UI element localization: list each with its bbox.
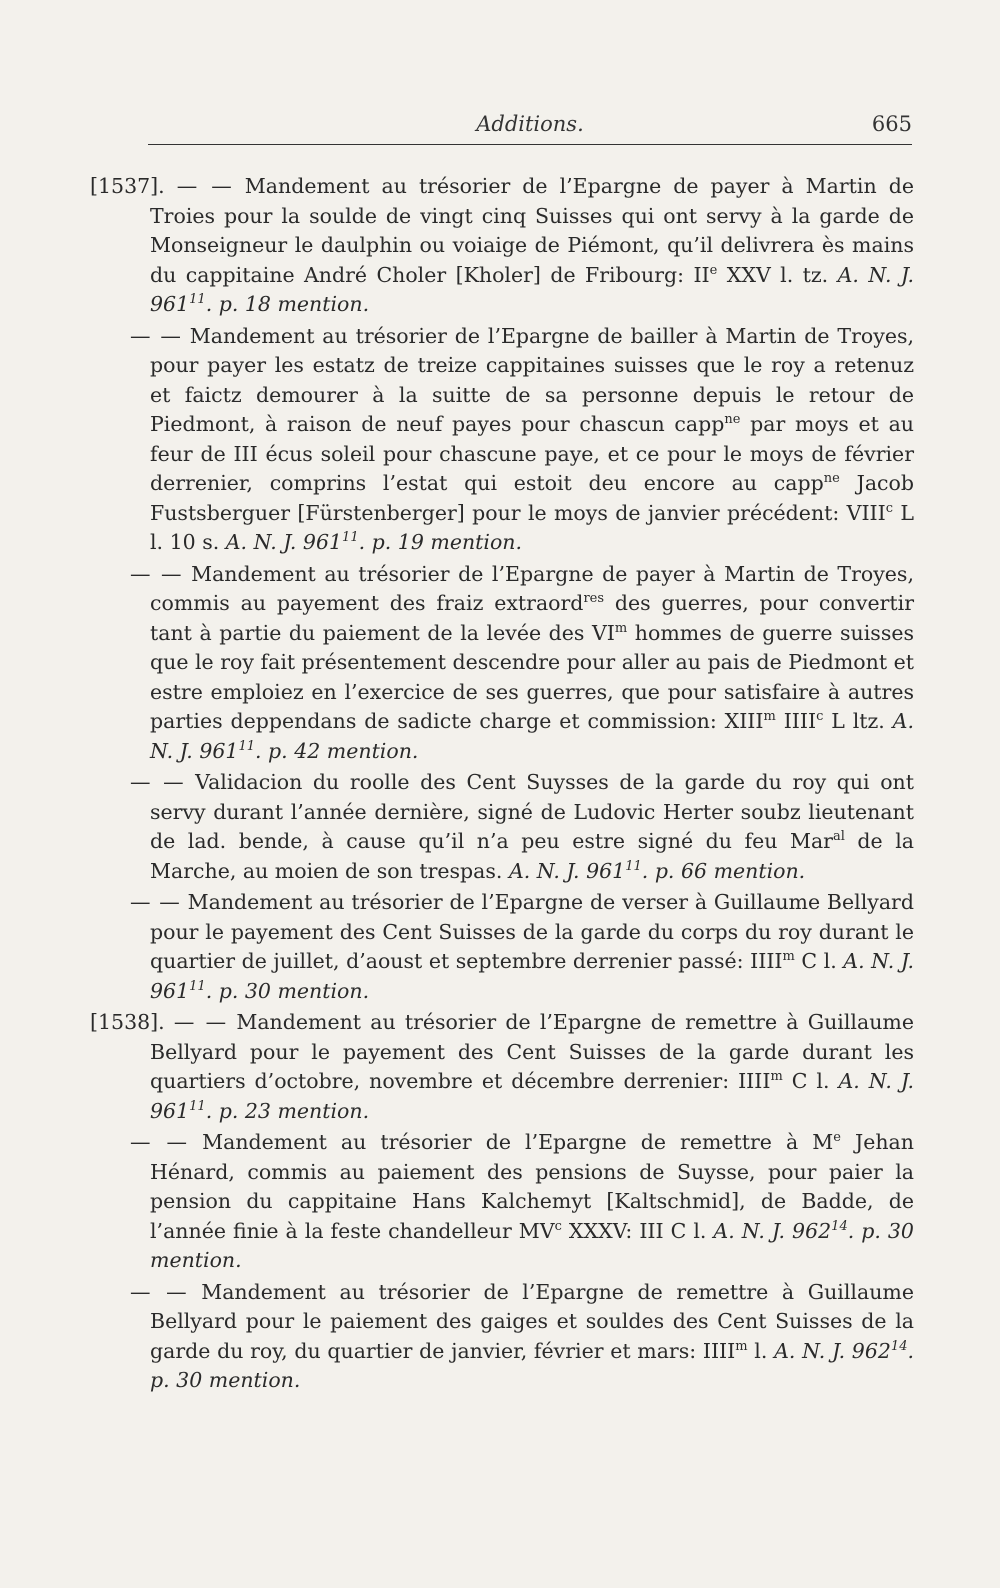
- page-number: 665: [871, 112, 912, 136]
- entry-superscript: m: [782, 949, 795, 965]
- archive-reference: . p. 19 mention.: [358, 530, 523, 554]
- entry-superscript: c: [885, 500, 894, 516]
- reference-superscript: 14: [890, 1338, 908, 1354]
- entry-year: [1538].: [90, 1010, 165, 1034]
- entry-superscript: ne: [724, 412, 741, 428]
- entry-superscript: c: [554, 1218, 562, 1234]
- archive-reference: A. N. J. 961: [150, 709, 914, 763]
- entry-text: L ltz.: [823, 709, 893, 733]
- entry-text: l.: [747, 1338, 775, 1363]
- entry-paragraph: [90, 322, 914, 558]
- entry-text: Mandement au trésorier de l’Epargne de remettre à Guillaume Bellyard pour le payement des Cent Suisses de la garde durant les quartiers d’octobre, novembre et décembre derrenier: IIII: [150, 1010, 914, 1093]
- entry-dashes: — —: [176, 174, 233, 198]
- entry-dashes: — —: [130, 770, 185, 794]
- archive-reference: . p. 42 mention.: [255, 738, 419, 763]
- entry-dashes: — —: [130, 561, 183, 586]
- entry-paragraph: [90, 768, 914, 886]
- archive-reference: . p. 30 mention.: [205, 978, 370, 1003]
- running-title: Additions.: [476, 112, 584, 136]
- entry-superscript: c: [816, 709, 824, 725]
- document-body: [90, 172, 914, 1398]
- entry-superscript: res: [583, 591, 605, 607]
- entry-superscript: al: [832, 829, 845, 845]
- archive-reference: . p. 23 mention.: [205, 1098, 370, 1123]
- reference-superscript: 11: [189, 292, 206, 308]
- entry-paragraph: [90, 1278, 914, 1396]
- entry-dashes: — —: [173, 1010, 228, 1034]
- entry-text: XXV l. tz.: [717, 262, 838, 287]
- archive-reference: . p. 30 mention.: [150, 1338, 914, 1392]
- page-header: [148, 108, 912, 145]
- entry-text: Mandement au trésorier de l’Epargne de payer à Martin de Troyes, commis au payement des fraiz extraord: [150, 561, 914, 615]
- entry-paragraph: [90, 172, 914, 320]
- entry-text: des guerres, pour convertir tant à partie du paiement de la levée des VI: [150, 591, 914, 645]
- entry-text: Jacob Fustsberguer [Fürstenberger] pour le moys de janvier précédent: VIII: [150, 471, 914, 525]
- entry-text: de la Marche, au moien de son trespas.: [150, 829, 914, 883]
- entry-superscript: ne: [823, 471, 840, 487]
- entry-superscript: m: [770, 1069, 783, 1085]
- entry-paragraph: [90, 888, 914, 1006]
- archive-reference: . p. 66 mention.: [641, 858, 806, 883]
- entry-dashes: — —: [130, 890, 181, 914]
- entry-text: Mandement au trésorier de l’Epargne de remettre à M: [202, 1130, 834, 1154]
- entry-text: C l.: [782, 1069, 839, 1093]
- entry-text: C l.: [794, 949, 844, 973]
- entry-year: [1537].: [90, 174, 165, 198]
- entry-text: hommes de guerre suisses que le roy fait présentement descendre pour aller au pais de Piedmont et estre emploiez en l’exercice de ses guerres, que pour satisfaire à autres parties deppendans de sadicte charge et commission: XIII: [150, 620, 914, 733]
- entry-text: Mandement au trésorier de l’Epargne de verser à Guillaume Bellyard pour le payement des Cent Suisses de la garde du corps du roy durant le quartier de juillet, d’aoust et septembre derrenier passé: IIII: [150, 890, 914, 973]
- reference-superscript: 14: [831, 1218, 848, 1234]
- entry-paragraph: [90, 560, 914, 767]
- entry-text: Mandement au trésorier de l’Epargne de bailler à Martin de Troyes, pour payer les estatz de treize cappitaines suisses que le roy a retenuz et faictz demourer à la suitte de sa personne depuis le retour de Piedmont, à raison de neuf payes pour chascun capp: [150, 323, 914, 436]
- entry-text: XXXV: III C l.: [561, 1218, 714, 1243]
- entry-superscript: m: [763, 709, 776, 725]
- entry-text: Validacion du roolle des Cent Suysses de la garde du roy qui ont servy durant l’année dernière, signé de Ludovic Herter soubz lieutenant de lad. bende, à cause qu’il n’a peu estre signé du feu Mar: [150, 770, 914, 853]
- archive-reference: A. N. J. 961: [150, 949, 914, 1003]
- archive-reference: A. N. J. 961: [150, 262, 915, 316]
- reference-superscript: 11: [238, 738, 255, 754]
- archive-reference: A. N. J. 961: [508, 858, 626, 883]
- archive-reference: A. N. J. 961: [225, 530, 343, 554]
- entry-text: Jehan Hénard, commis au paiement des pensions de Suysse, pour paier la pension du cappitaine Hans Kalchemyt [Kaltschmid], de Badde, de l’année finie à la feste chandelleur MV: [150, 1130, 914, 1243]
- entry-dashes: — —: [130, 323, 182, 348]
- entry-paragraph: [90, 1128, 914, 1276]
- entry-text: Mandement au trésorier de l’Epargne de payer à Martin de Troies pour la soulde de vingt cinq Suisses qui ont servy à la garde de Monseigneur le daulphin ou voiaige de Piémont, qu’il delivrera ès mains du cappitaine André Choler [Kholer] de Fribourg: II: [150, 174, 914, 287]
- reference-superscript: 11: [189, 1098, 206, 1114]
- entry-paragraph: [90, 1008, 914, 1126]
- entry-text: Mandement au trésorier de l’Epargne de remettre à Guillaume Bellyard pour le paiement des gaiges et souldes des Cent Suisses de la garde du roy, du quartier de janvier, février et mars: IIII: [150, 1279, 914, 1363]
- entry-dashes: — —: [130, 1130, 189, 1154]
- entry-dashes: — —: [130, 1279, 188, 1304]
- entry-superscript: m: [614, 620, 628, 636]
- archive-reference: . p. 18 mention.: [205, 292, 370, 316]
- entry-text: IIII: [775, 709, 817, 733]
- entry-superscript: e: [833, 1130, 841, 1146]
- archive-reference: . p. 30 mention.: [150, 1218, 914, 1272]
- entry-text: L l. 10 s.: [150, 500, 914, 554]
- reference-superscript: 11: [342, 530, 359, 546]
- entry-superscript: m: [735, 1338, 748, 1354]
- archive-reference: A. N. J. 962: [774, 1338, 891, 1363]
- archive-reference: A. N. J. 962: [713, 1218, 832, 1243]
- reference-superscript: 11: [189, 978, 206, 994]
- reference-superscript: 11: [625, 858, 642, 874]
- entry-text: par moys et au feur de III écus soleil pour chascune paye, et ce pour le moys de février derrenier, comprins l’estat qui estoit deu encore au capp: [150, 412, 914, 495]
- archive-reference: A. N. J. 961: [150, 1069, 915, 1123]
- entry-superscript: e: [709, 262, 718, 278]
